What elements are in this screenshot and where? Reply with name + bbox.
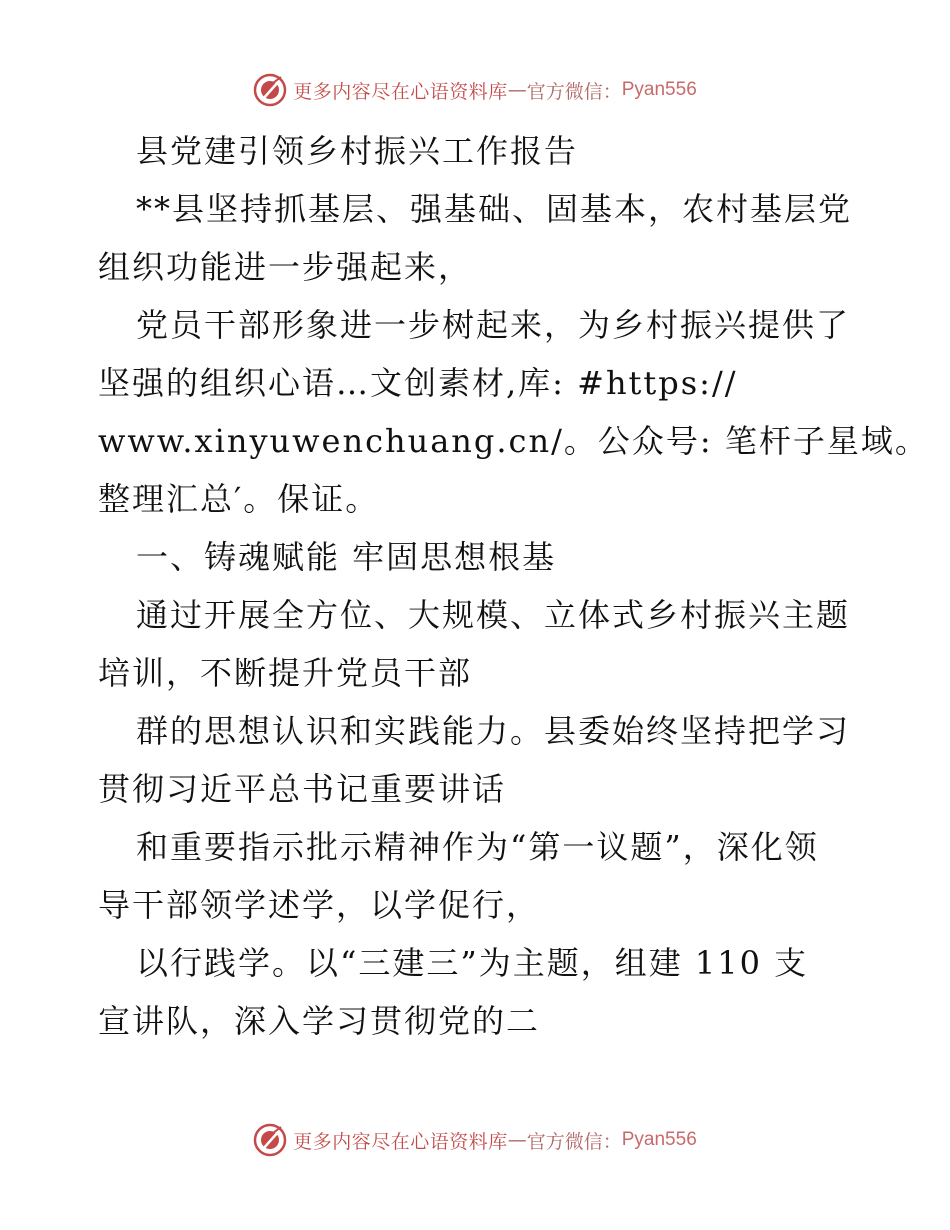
header-banner [0,70,950,110]
section-heading: 一、铸魂赋能 牢固思想根基 [136,538,557,576]
paragraph-line: 整理汇总′。保证。 [98,480,380,518]
header-banner-text: 更多内容尽在心语资料库 [293,80,508,103]
header-wechat-id: Pyan556 [621,79,697,100]
document-body [98,122,929,1050]
paragraph-line: 坚强的组织心语…文创素材,库: #https:// [98,364,738,402]
header-separator: — [507,79,527,101]
footer-separator: — [507,1129,527,1151]
quill-logo-icon [253,73,287,107]
paragraph-line: 以行践学。以“三建三”为主题，组建 110 支 [136,944,809,982]
paragraph-line: 组织功能进一步强起来， [98,248,473,286]
paragraph-line: www.xinyuwenchuang.cn/。公众号: 笔杆子星域。 [98,422,929,460]
paragraph-line: 贯彻习近平总书记重要讲话 [98,770,507,808]
footer-banner [0,1120,950,1160]
footer-wechat-id: Pyan556 [621,1129,697,1150]
paragraph-line: **县坚持抓基层、强基础、固基本，农村基层党 [136,190,853,228]
footer-banner-text: 更多内容尽在心语资料库 [293,1130,508,1153]
header-wechat-label: 官方微信： [526,80,622,103]
document-title: 县党建引领乡村振兴工作报告 [136,132,579,170]
footer-wechat-label: 官方微信： [526,1130,622,1153]
paragraph-line: 党员干部形象进一步树起来，为乡村振兴提供了 [136,306,851,344]
paragraph-line: 宣讲队，深入学习贯彻党的二 [98,1002,541,1040]
paragraph-line: 和重要指示批示精神作为“第一议题”，深化领 [136,828,819,866]
quill-logo-icon [253,1123,287,1157]
paragraph-line: 培训，不断提升党员干部 [98,654,473,692]
paragraph-line: 通过开展全方位、大规模、立体式乡村振兴主题 [136,596,851,634]
paragraph-line: 群的思想认识和实践能力。县委始终坚持把学习 [136,712,851,750]
paragraph-line: 导干部领学述学，以学促行， [98,886,541,924]
